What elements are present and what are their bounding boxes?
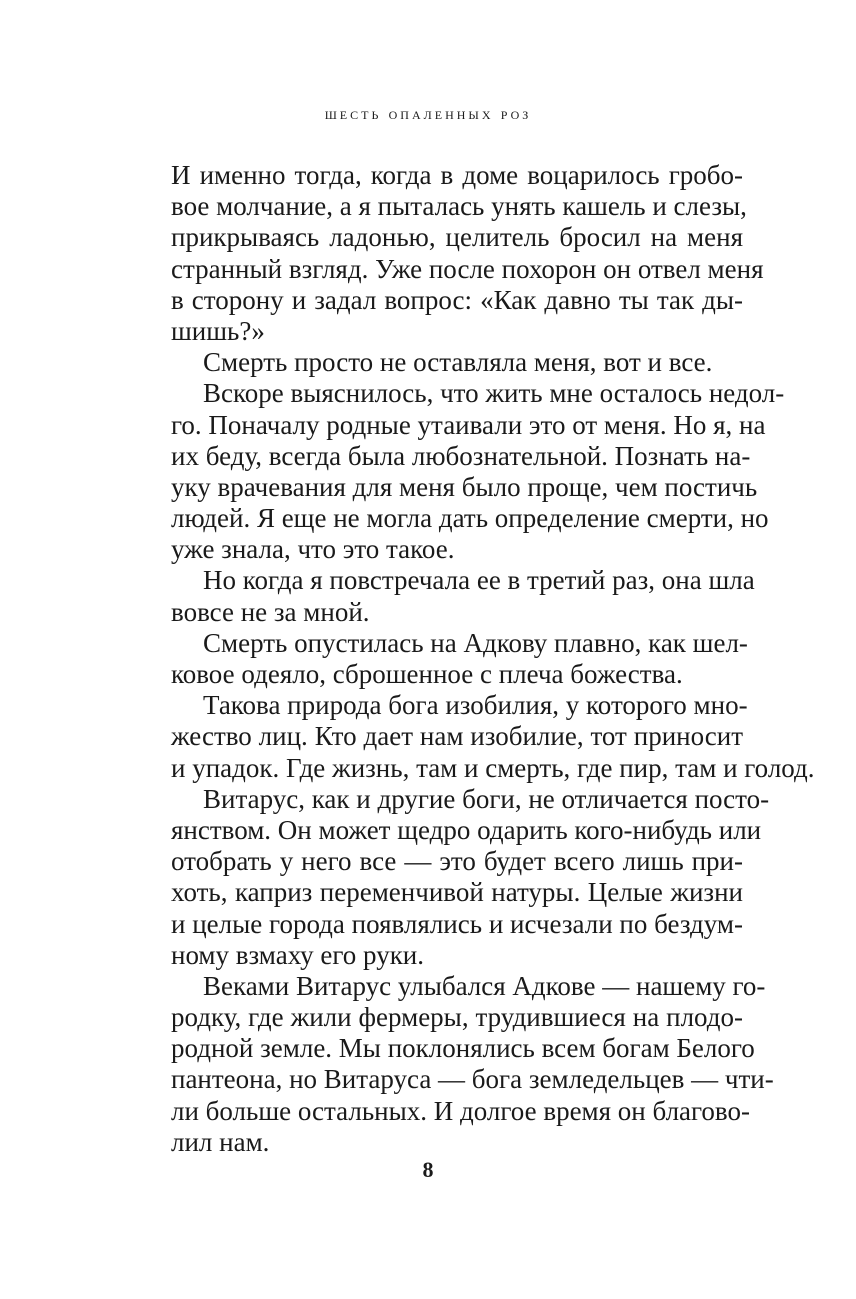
text-line: прикрываясь ладонью, целитель бросил на меня (171, 222, 743, 253)
text-line: шишь?» (171, 315, 265, 346)
text-line: странный взгляд. Уже после похорон он отвел меня (171, 253, 764, 284)
text-line: жество лиц. Кто дает нам изобилие, тот приносит (171, 721, 743, 752)
text-line: ли больше остальных. И долгое время он благово- (171, 1095, 750, 1126)
text-line: вое молчание, а я пыталась унять кашель и слезы, (171, 191, 747, 222)
text-line: И именно тогда, когда в доме воцарилось гробо- (171, 160, 743, 190)
text-line: отобрать у него все — это будет всего лишь при- (171, 846, 743, 877)
paragraph-first-line: Смерть опустилась на Адкову плавно, как шел- (203, 627, 748, 658)
text-line: го. Поначалу родные утаивали это от меня. Но я, на (171, 409, 766, 440)
paragraph-first-line: Вскоре выяснилось, что жить мне осталось недол- (203, 378, 785, 409)
text-line: ному взмаху его руки. (171, 939, 425, 970)
text-line: родку, где жили фермеры, трудившиеся на плодо- (171, 1002, 743, 1033)
text-line: уже знала, что это такое. (171, 534, 455, 565)
paragraph-first-line: Витарус, как и другие боги, не отличается посто- (203, 783, 770, 814)
text-line: уку врачевания для меня было проще, чем постичь (171, 471, 758, 502)
text-line: лил нам. (171, 1126, 270, 1157)
text-line: родной земле. Мы поклонялись всем богам Белого (171, 1033, 755, 1064)
running-head-title: шесть опаленных роз (324, 104, 532, 123)
page-number: 8 (422, 1157, 434, 1182)
text-line: людей. Я еще не могла дать определение смерти, но (171, 503, 769, 534)
text-line: хоть, каприз переменчивой натуры. Целые жизни (171, 877, 743, 908)
paragraph-first-line: Веками Витарус улыбался Адкове — нашему го- (203, 970, 766, 1001)
paragraph-first-line: Такова природа бога изобилия, у которого мно- (203, 690, 748, 721)
text-line: янством. Он может щедро одарить кого-нибудь или (171, 814, 762, 845)
text-line: ковое одеяло, сброшенное с плеча божества. (171, 659, 683, 689)
paragraph-first-line: Смерть просто не оставляла меня, вот и все. (203, 347, 713, 378)
body-text (171, 160, 815, 1158)
text-line: пантеона, но Витаруса — бога земледельцев — чти- (171, 1064, 774, 1095)
text-line: их беду, всегда была любознательной. Познать на- (171, 440, 751, 471)
text-line: в сторону и задал вопрос: «Как давно ты так ды- (171, 284, 743, 315)
text-line: и целые города появлялись и исчезали по бездум- (171, 908, 743, 939)
text-line: и упадок. Где жизнь, там и смерть, где пир, там и голод. (171, 752, 815, 783)
text-line: вовсе не за мной. (171, 596, 370, 627)
paragraph-first-line: Но когда я повстречала ее в третий раз, она шла (203, 565, 755, 596)
